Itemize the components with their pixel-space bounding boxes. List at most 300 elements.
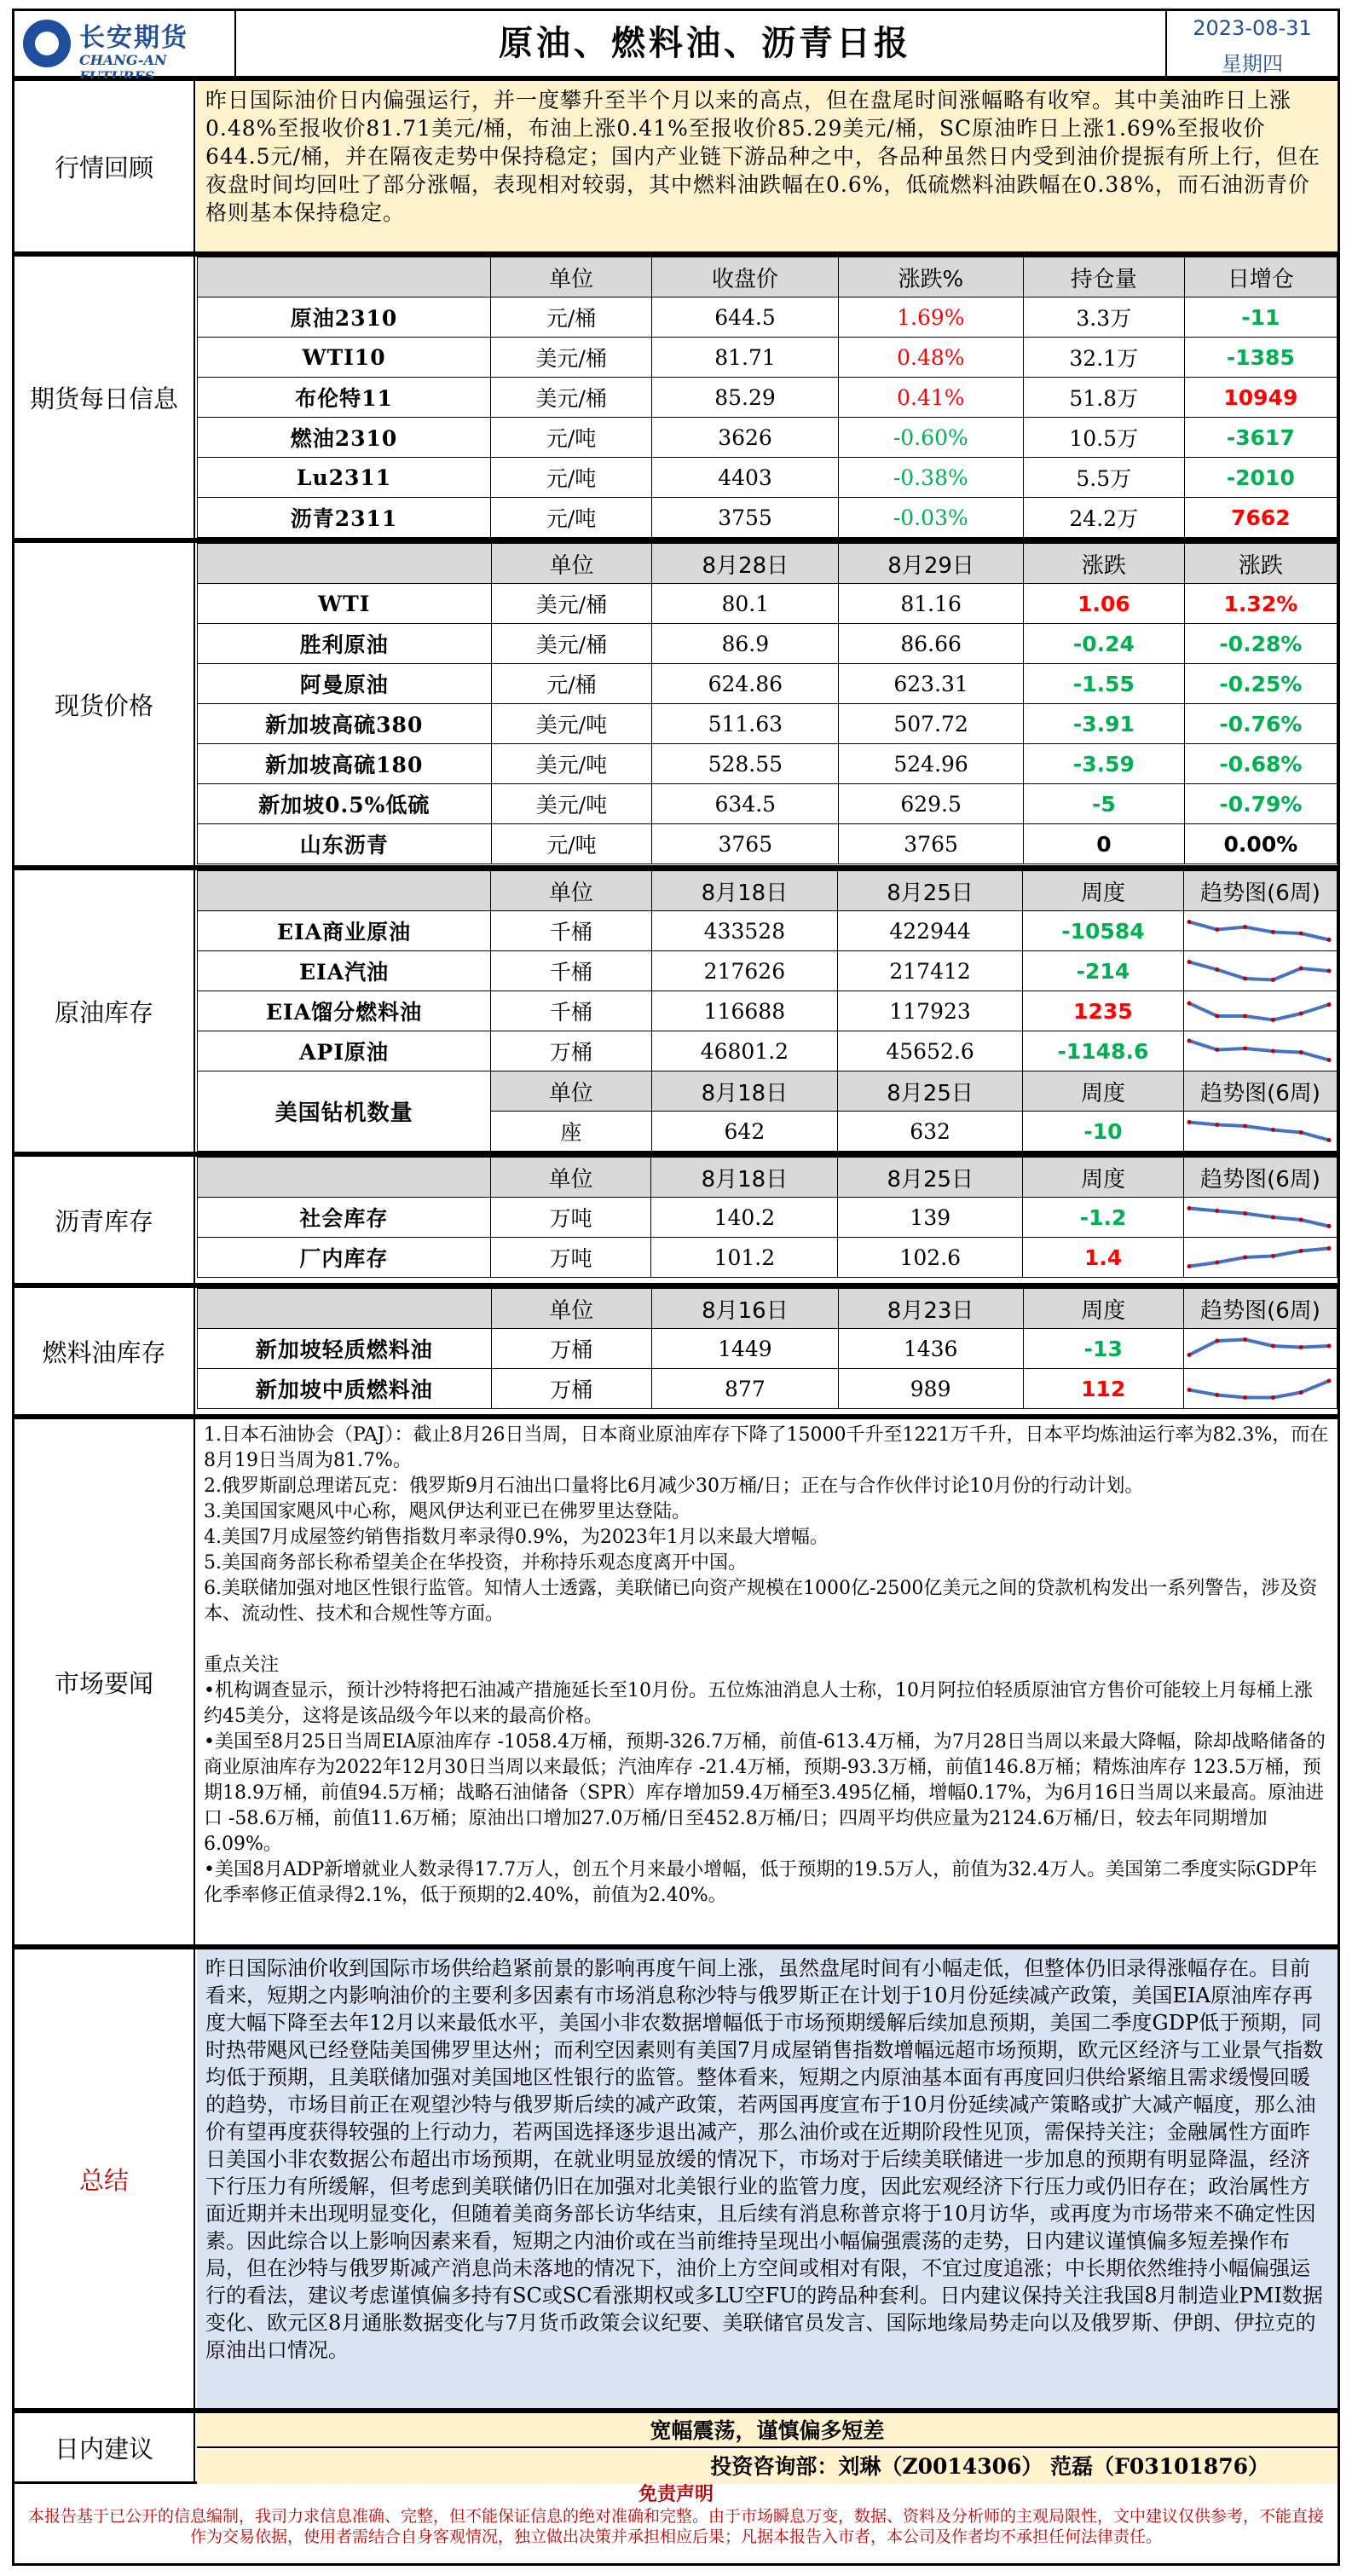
trend-sparkline [1184, 993, 1334, 1029]
table-row [198, 784, 1338, 824]
trend-point [1326, 1002, 1331, 1007]
weekly-change: 112 [1023, 1369, 1184, 1409]
report-date: 2023-08-31 [1193, 16, 1312, 40]
product-name: 胜利原油 [198, 624, 492, 664]
table-row [198, 338, 1338, 378]
open-interest: 3.3万 [1023, 297, 1184, 338]
trend-line [1189, 962, 1329, 980]
contract-name: 布伦特11 [198, 378, 491, 418]
section-label: 沥青库存 [14, 1157, 195, 1283]
rig-count-label: 美国钻机数量 [198, 1071, 491, 1152]
price-day2: 629.5 [839, 784, 1024, 824]
value-prev: 101.2 [651, 1238, 838, 1278]
report-title: 原油、燃料油、沥青日报 [499, 24, 911, 63]
weekly-change: -1148.6 [1022, 1031, 1183, 1071]
change-pct: -0.76% [1184, 704, 1337, 744]
unit: 美元/桶 [491, 378, 652, 418]
news-item: 6.美联储加强对地区性银行监管。知情人士透露，美联储已向资产规模在1000亿-2500亿美元之间的贷款机构发出一系列警告，涉及资本、流动性、技术和合规性等方面。 [204, 1578, 1318, 1625]
trend-cell [1183, 1031, 1337, 1071]
trend-sparkline [1184, 1371, 1334, 1406]
contract-name: Lu2311 [198, 458, 491, 498]
change-pct: -0.25% [1184, 664, 1337, 704]
weekly-change: -10584 [1022, 911, 1183, 951]
trend-sparkline [1184, 1033, 1334, 1069]
trend-line [1189, 1340, 1329, 1355]
unit: 元/吨 [491, 458, 652, 498]
contract-name: 沥青2311 [198, 498, 491, 538]
weekly-change: -214 [1022, 951, 1183, 991]
product-name: 新加坡高硫180 [198, 744, 492, 784]
trend-line [1189, 1209, 1329, 1227]
product-name: 阿曼原油 [198, 664, 492, 704]
change-pct: 0.00% [1184, 824, 1337, 864]
date-box [1165, 11, 1338, 76]
trend-point [1215, 1048, 1219, 1052]
contract-name: WTI10 [198, 338, 491, 378]
column-header [198, 544, 492, 584]
table-row [198, 1198, 1338, 1238]
logo-en-text: CHANG-AN FUTURES [79, 52, 167, 84]
change-pct: -0.60% [838, 418, 1023, 458]
column-header: 趋势图(6周) [1184, 1289, 1338, 1329]
trend-point [1243, 1256, 1247, 1260]
oi-change: 10949 [1184, 378, 1337, 418]
trend-line [1189, 1381, 1329, 1398]
item-name: EIA馏分燃料油 [198, 991, 491, 1031]
price-day1: 634.5 [652, 784, 839, 824]
trend-point [1271, 1395, 1275, 1400]
price-day1: 86.9 [652, 624, 839, 664]
close-price: 3755 [652, 498, 839, 538]
column-header: 8月23日 [838, 1289, 1023, 1329]
table-row [198, 1369, 1338, 1409]
oi-change: -11 [1184, 297, 1337, 338]
table-row [198, 1031, 1338, 1071]
trend-point [1299, 932, 1303, 936]
trend-point [1243, 1337, 1247, 1342]
value-prev: 1449 [652, 1329, 839, 1369]
value-curr: 989 [838, 1369, 1023, 1409]
unit: 万桶 [491, 1329, 652, 1369]
value-prev: 217626 [651, 951, 838, 991]
trend-point [1327, 1344, 1332, 1349]
news-item: 重点关注 [204, 1655, 280, 1676]
crude-inventory-section [12, 868, 1340, 1154]
trend-point [1271, 930, 1275, 934]
column-header [198, 1158, 491, 1198]
unit: 美元/吨 [491, 744, 652, 784]
price-day1: 511.63 [652, 704, 839, 744]
trend-point [1271, 1216, 1275, 1220]
unit: 美元/吨 [491, 784, 652, 824]
value-curr: 217412 [838, 951, 1023, 991]
trend-line [1189, 1041, 1329, 1060]
close-price: 81.71 [652, 338, 839, 378]
trend-sparkline [1184, 913, 1334, 949]
trend-point [1326, 1138, 1331, 1142]
change-pct: 0.48% [838, 338, 1023, 378]
trend-line [1189, 1249, 1329, 1267]
change-pct: -0.38% [838, 458, 1023, 498]
section-label: 原油库存 [14, 870, 195, 1152]
change-abs: -0.24 [1024, 624, 1185, 664]
table-row [198, 418, 1338, 458]
unit: 美元/桶 [491, 584, 652, 624]
column-header: 8月18日 [651, 1158, 838, 1198]
section-label: 日内建议 [14, 2413, 195, 2481]
price-day2: 507.72 [839, 704, 1024, 744]
column-header: 周度 [1022, 1071, 1183, 1112]
item-name: API原油 [198, 1031, 491, 1071]
trend-point [1271, 1254, 1275, 1258]
unit: 千桶 [491, 991, 651, 1031]
summary-text: 昨日国际油价收到国际市场供给趋紧前景的影响再度午间上涨，虽然盘尾时间有小幅走低，但整体仍旧录得涨幅存在。目前看来，短期之内影响油价的主要利多因素有市场消息称沙特与俄罗斯正在计划于10月份延续减产政策，美国EIA原油库存再度大幅下降至去年12月以来最低水平，美国小非农数据增幅低于市场预期缓解后续加息预期，美国二季度GDP低于预期，同时热带飓风已经登陆美国佛罗里达州；而利空因素则有美国7月成屋销售指数增幅远超市场预期，欧元区经济与工业景气指数均低于预期，且美联储加强对美国地区性银行的监管。整体看来，短期之内原油基本面有再度回归供给紧缩且需求缓慢回暖的趋势，市场目前正在观望沙特与俄罗斯后续的减产政策，若两国再度宣布于10月份延续减产策略或扩大减产幅度，那么油价有望再度获得较强的上行动力，若两国选择逐步退出减产，那么油价或在近期阶段性见顶，需保持关注；金融属性方面昨日美国小非农数据公布超出市场预期，在就业明显放缓的情况下，市场对于后续美联储进一步加息的预期有明显降温，经济下行压力有所缓解，但考虑到美联储仍旧在加强对北美银行业的监管力度，因此宏观经济下行压力或仍旧存在；政治属性方面近期并未出现明显变化，但随着美商务部长访华结束，且后续有消息称普京将于10月访华，或再度为市场带来不确定性因素。因此综合以上影响因素来看，短期之内油价或在当前维持呈现出小幅偏强震荡的走势，日内建议谨慎偏多短差操作布局，但在沙特与俄罗斯减产消息尚未落地的情况下，油价上方空间或相对有限，不宜过度追涨；中长期依然维持小幅偏强运行的看法，建议考虑谨慎偏多持有SC或SC看涨期权或多LU空FU的跨品种套利。日内建议保持关注我国8月制造业PMI数据变化、欧元区8月通胀数据变化与7月货币政策会议纪要、美联储官员发言、国际地缘局势走向以及俄罗斯、伊朗、伊拉克的原油出口情况。 [197, 1949, 1338, 2408]
advice-section [12, 2411, 1340, 2484]
unit: 万桶 [491, 1031, 651, 1071]
unit: 美元/桶 [491, 624, 652, 664]
unit: 元/吨 [491, 418, 652, 458]
column-header: 8月25日 [838, 871, 1023, 911]
table-row [198, 1238, 1338, 1278]
asphalt-inventory-section [12, 1154, 1340, 1285]
change-abs: -3.59 [1024, 744, 1185, 784]
trend-point [1215, 1261, 1219, 1265]
trend-sparkline [1184, 953, 1334, 989]
weekly-change: -10 [1022, 1112, 1183, 1152]
column-header: 8月28日 [652, 544, 839, 584]
price-day2: 86.66 [839, 624, 1024, 664]
trend-point [1215, 967, 1219, 972]
trend-point [1187, 1120, 1191, 1124]
column-header [198, 257, 491, 297]
column-header: 持仓量 [1023, 257, 1184, 297]
trend-point [1299, 1012, 1303, 1016]
column-header: 周度 [1023, 1158, 1184, 1198]
trend-point [1187, 1388, 1192, 1392]
futures-section [12, 254, 1340, 540]
value-prev: 116688 [651, 991, 838, 1031]
trend-point [1326, 1224, 1331, 1228]
open-interest: 24.2万 [1023, 498, 1184, 538]
column-header: 单位 [490, 1158, 651, 1198]
item-name: 新加坡中质燃料油 [198, 1369, 492, 1409]
trend-point [1326, 1058, 1331, 1062]
oi-change: -1385 [1184, 338, 1337, 378]
table-header-row [198, 871, 1338, 911]
weekly-change: -1.2 [1023, 1198, 1184, 1238]
trend-point [1271, 1018, 1275, 1022]
value-prev: 877 [652, 1369, 839, 1409]
price-day2: 524.96 [839, 744, 1024, 784]
close-price: 644.5 [652, 297, 839, 338]
trend-point [1271, 1128, 1275, 1132]
contract-name: 燃油2310 [198, 418, 491, 458]
trend-point [1243, 1211, 1247, 1216]
item-name: EIA商业原油 [198, 911, 491, 951]
value-curr: 1436 [838, 1329, 1023, 1369]
unit: 万吨 [490, 1238, 651, 1278]
unit: 美元/吨 [491, 704, 652, 744]
table-row [198, 584, 1338, 624]
trend-sparkline [1184, 1199, 1334, 1235]
trend-point [1299, 967, 1303, 971]
column-header: 涨跌 [1024, 544, 1185, 584]
change-pct: -0.79% [1184, 784, 1337, 824]
trend-point [1187, 920, 1191, 924]
change-pct: 1.69% [838, 297, 1023, 338]
report-sheet [12, 9, 1340, 2566]
column-header: 周度 [1023, 1289, 1184, 1329]
column-header: 单位 [491, 257, 652, 297]
column-header: 8月18日 [651, 1071, 838, 1112]
open-interest: 32.1万 [1023, 338, 1184, 378]
trend-point [1243, 1014, 1247, 1019]
trend-sparkline [1184, 1331, 1334, 1366]
trend-cell [1184, 1329, 1338, 1369]
trend-sparkline [1184, 1113, 1334, 1149]
unit: 千桶 [491, 911, 651, 951]
column-header: 8月29日 [839, 544, 1024, 584]
trend-point [1299, 1390, 1303, 1395]
section-label: 总结 [14, 1949, 195, 2408]
column-header: 趋势图(6周) [1183, 1158, 1337, 1198]
trend-point [1215, 1209, 1219, 1213]
trend-point [1299, 1249, 1303, 1253]
trend-sparkline [1184, 1239, 1334, 1275]
column-header: 8月25日 [838, 1071, 1023, 1112]
rig-header-row [198, 1071, 1338, 1112]
item-name: 新加坡轻质燃料油 [198, 1329, 492, 1369]
table-row [198, 991, 1338, 1031]
table-row [198, 378, 1338, 418]
table-row [198, 704, 1338, 744]
trend-point [1271, 1049, 1275, 1054]
trend-point [1299, 1130, 1303, 1135]
column-header: 日增仓 [1184, 257, 1337, 297]
oi-change: -3617 [1184, 418, 1337, 458]
news-item: •美国至8月25日当周EIA原油库存 -1058.4万桶，预期-326.7万桶，前值-613.4万桶，为7月28日当周以来最大降幅，除却战略储备的商业原油库存为2022年12月30日当周以来最低；汽油库存 -21.4万桶，预期-93.3万桶，前值146.8万桶；精炼油库存 123.5万桶，预期18.9万桶，前值94.5万桶；战略石油储备（SPR）库存增加59.4万桶至3.495亿桶，增幅0.17%，为6月16日当周以来最高。原油进口 -58.6万桶，前值11.6万桶；原油出口增加27.0万桶/日至452.8万桶/日；四周平均供应量为2124.6万桶/日，较去年同期增加6.09%。 [204, 1731, 1326, 1855]
report-header [12, 9, 1340, 84]
summary-section [12, 1947, 1340, 2411]
trend-point [1243, 1124, 1247, 1129]
futures-table [197, 257, 1338, 538]
unit: 座 [491, 1112, 651, 1152]
crude-inventory-table [197, 870, 1338, 1152]
trend-point [1271, 978, 1275, 982]
value-curr: 117923 [838, 991, 1023, 1031]
table-row [198, 824, 1338, 864]
column-header: 单位 [491, 871, 651, 911]
news-item: •美国8月ADP新增就业人数录得17.7万人，创五个月来最小增幅，低于预期的19.5万人，前值为32.4万人。美国第二季度实际GDP年化季率修正值录得2.1%，低于预期的2.40%，前值为2.40%。 [204, 1859, 1318, 1906]
unit: 元/吨 [491, 824, 652, 864]
weekly-change: 1235 [1022, 991, 1183, 1031]
market-review-section [12, 78, 1340, 254]
item-name: 社会库存 [198, 1198, 491, 1238]
price-day2: 3765 [839, 824, 1024, 864]
news-item: 2.俄罗斯副总理诺瓦克：俄罗斯9月石油出口量将比6月减少30万桶/日；正在与合作伙伴讨论10月份的行动计划。 [204, 1476, 1144, 1497]
trend-point [1187, 1039, 1191, 1043]
item-name: 厂内库存 [198, 1238, 491, 1278]
trend-point [1243, 1395, 1247, 1400]
column-header: 收盘价 [652, 257, 839, 297]
change-pct: -0.68% [1184, 744, 1337, 784]
section-label: 市场要闻 [14, 1419, 195, 1944]
advice-text: 宽幅震荡，谨慎偏多短差 [197, 2413, 1338, 2448]
value-prev: 140.2 [651, 1198, 838, 1238]
trend-point [1215, 1123, 1219, 1127]
table-row [198, 951, 1338, 991]
value-prev: 433528 [651, 911, 838, 951]
close-price: 3626 [652, 418, 839, 458]
trend-cell [1183, 1198, 1337, 1238]
trend-point [1299, 1345, 1303, 1349]
fuel-inventory-section [12, 1285, 1340, 1417]
asphalt-inventory-table [197, 1157, 1338, 1278]
item-name: EIA汽油 [198, 951, 491, 991]
column-header: 周度 [1022, 871, 1183, 911]
news-spacer [204, 1627, 1331, 1653]
company-logo [14, 11, 236, 84]
section-label: 行情回顾 [14, 81, 195, 251]
close-price: 4403 [652, 458, 839, 498]
open-interest: 10.5万 [1023, 418, 1184, 458]
trend-point [1243, 925, 1247, 929]
weekly-change: -13 [1023, 1329, 1184, 1369]
trend-point [1187, 1353, 1192, 1357]
trend-point [1271, 1344, 1275, 1349]
value-curr: 422944 [838, 911, 1023, 951]
trend-cell [1183, 1112, 1337, 1152]
trend-point [1326, 938, 1331, 942]
trend-point [1215, 1339, 1219, 1343]
close-price: 85.29 [652, 378, 839, 418]
unit: 千桶 [491, 951, 651, 991]
trend-cell [1183, 951, 1337, 991]
trend-point [1187, 960, 1191, 964]
price-day1: 3765 [652, 824, 839, 864]
weekly-change: 1.4 [1023, 1238, 1184, 1278]
trend-point [1243, 1047, 1247, 1051]
trend-cell [1183, 911, 1337, 951]
column-header: 单位 [491, 544, 652, 584]
open-interest: 5.5万 [1023, 458, 1184, 498]
section-label: 现货价格 [14, 543, 195, 865]
trend-point [1187, 1002, 1191, 1006]
price-day1: 80.1 [652, 584, 839, 624]
change-abs: 0 [1024, 824, 1185, 864]
column-header: 涨跌 [1184, 544, 1337, 584]
value-prev: 46801.2 [651, 1031, 838, 1071]
trend-line [1189, 1123, 1329, 1141]
column-header: 单位 [491, 1289, 652, 1329]
trend-point [1243, 977, 1247, 981]
table-row [198, 624, 1338, 664]
column-header [198, 1289, 492, 1329]
news-item: 1.日本石油协会（PAJ）：截止8月26日当周，日本商业原油库存下降了15000千升至1221万千升，日本平均炼油运行率为82.3%，而在8月19日当周为81.7%。 [204, 1424, 1329, 1471]
news-item: 5.美国商务部长称希望美企在华投资，并称持乐观态度离开中国。 [204, 1552, 747, 1574]
table-row [198, 458, 1338, 498]
table-row [198, 744, 1338, 784]
trend-cell [1183, 1238, 1337, 1278]
trend-point [1326, 969, 1331, 973]
table-header-row [198, 1289, 1338, 1329]
trend-line [1189, 922, 1329, 940]
change-abs: -5 [1024, 784, 1185, 824]
price-day1: 624.86 [652, 664, 839, 704]
price-day2: 81.16 [839, 584, 1024, 624]
news-item: •机构调查显示，预计沙特将把石油减产措施延长至10月份。五位炼油消息人士称，10月阿拉伯轻质原油官方售价可能较上月每桶上涨约45美分，这将是该品级今年以来的最高价格。 [204, 1680, 1313, 1727]
logo-icon [23, 20, 71, 67]
table-row [198, 297, 1338, 338]
value-curr: 102.6 [838, 1238, 1023, 1278]
news-item: 4.美国7月成屋签约销售指数月率录得0.9%，为2023年1月以来最大增幅。 [204, 1527, 829, 1548]
trend-point [1187, 1264, 1191, 1268]
table-header-row [198, 257, 1338, 297]
table-header-row [198, 1158, 1338, 1198]
unit: 元/吨 [491, 498, 652, 538]
price-day1: 528.55 [652, 744, 839, 784]
column-header: 涨跌% [838, 257, 1023, 297]
table-row [198, 498, 1338, 538]
trend-cell [1184, 1369, 1338, 1409]
trend-point [1299, 1050, 1303, 1054]
news-body [197, 1419, 1338, 1944]
trend-point [1187, 1206, 1191, 1210]
oi-change: 7662 [1184, 498, 1337, 538]
disclaimer [12, 2482, 1340, 2566]
change-abs: -1.55 [1024, 664, 1185, 704]
product-name: WTI [198, 584, 492, 624]
product-name: 新加坡高硫380 [198, 704, 492, 744]
trend-point [1215, 927, 1219, 932]
section-label: 燃料油库存 [14, 1288, 195, 1414]
column-header: 8月25日 [838, 1158, 1023, 1198]
fuel-inventory-table [197, 1288, 1338, 1409]
market-review-text: 昨日国际油价日内偏强运行，并一度攀升至半个月以来的高点，但在盘尾时间涨幅略有收窄。其中美油昨日上涨0.48%至报收价81.71美元/桶，布油上涨0.41%至报收价85.29美元/桶，SC原油昨日上涨1.69%至报收价644.5元/桶，并在隔夜走势中保持稳定；国内产业链下游品种之中，各品种虽然日内受到油价提振有所上行，但在夜盘时间均回吐了部分涨幅，表现相对较弱，其中燃料油跌幅在0.6%，低硫燃料油跌幅在0.38%，而石油沥青价格则基本保持稳定。 [197, 81, 1338, 251]
consultant-line: 投资咨询部：刘琳（Z0014306） 范磊（F03101876） [197, 2450, 1338, 2484]
logo-cn-text: 长安期货 [79, 23, 188, 53]
column-header: 趋势图(6周) [1183, 1071, 1337, 1112]
trend-point [1215, 1393, 1219, 1397]
change-pct: 1.32% [1184, 584, 1337, 624]
change-abs: 1.06 [1024, 584, 1185, 624]
unit: 万桶 [491, 1369, 652, 1409]
disclaimer-title: 免责声明 [638, 2483, 714, 2505]
oi-change: -2010 [1184, 458, 1337, 498]
value-prev: 642 [651, 1112, 838, 1152]
section-label: 期货每日信息 [14, 257, 195, 538]
spot-table [197, 543, 1338, 864]
product-name: 新加坡0.5%低硫 [198, 784, 492, 824]
change-pct: -0.28% [1184, 624, 1337, 664]
product-name: 山东沥青 [198, 824, 492, 864]
trend-point [1299, 1218, 1303, 1222]
table-header-row [198, 544, 1338, 584]
table-row [198, 1329, 1338, 1369]
change-pct: -0.03% [838, 498, 1023, 538]
value-curr: 632 [838, 1112, 1023, 1152]
contract-name: 原油2310 [198, 297, 491, 338]
spot-section [12, 540, 1340, 868]
column-header: 8月16日 [652, 1289, 839, 1329]
unit: 万吨 [490, 1198, 651, 1238]
news-item: 3.美国国家飓风中心称，飓风伊达利亚已在佛罗里达登陆。 [204, 1501, 690, 1522]
open-interest: 51.8万 [1023, 378, 1184, 418]
unit: 元/桶 [491, 664, 652, 704]
change-pct: 0.41% [838, 378, 1023, 418]
unit: 元/桶 [491, 297, 652, 338]
trend-point [1327, 1379, 1332, 1383]
